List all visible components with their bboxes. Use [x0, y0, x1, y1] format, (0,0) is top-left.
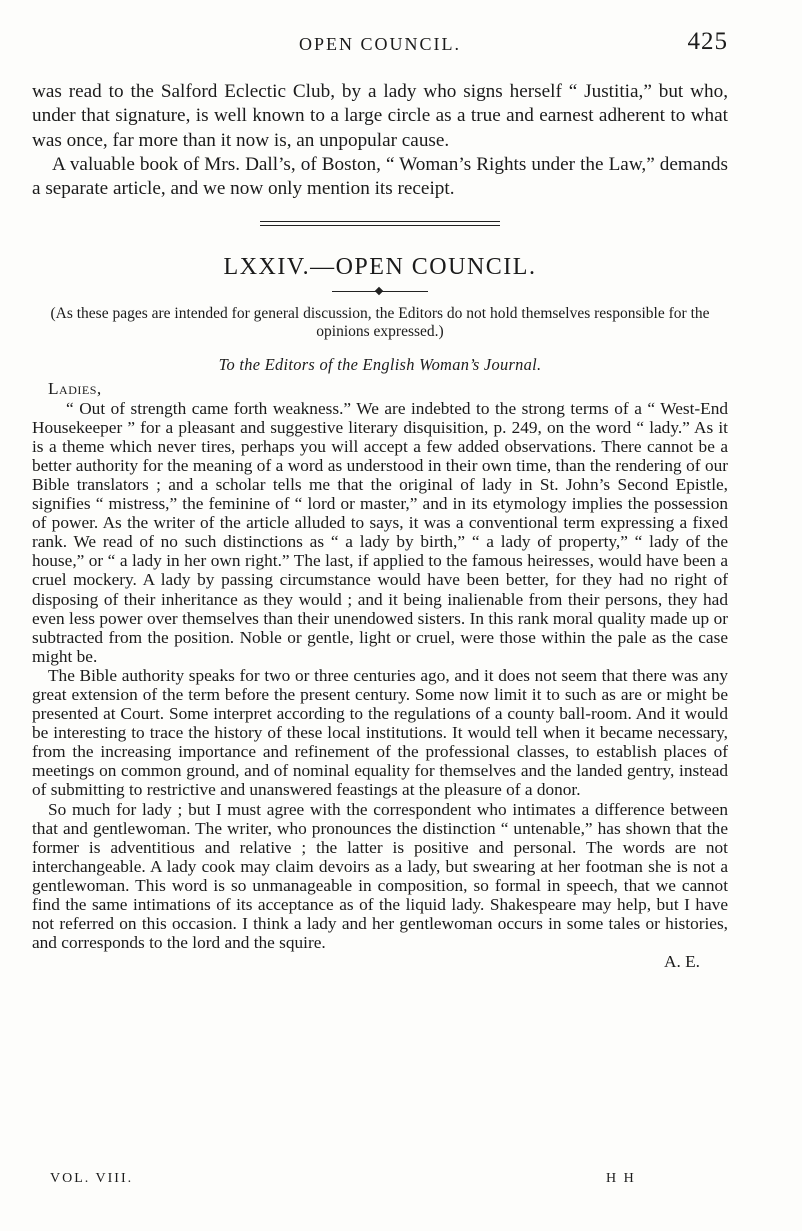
- letter-body: [32, 379, 728, 971]
- letter-address: Ladies,: [48, 379, 102, 399]
- title-ornament: [332, 287, 428, 297]
- diamond-icon: [375, 287, 383, 295]
- signature-mark: H H: [606, 1171, 636, 1186]
- letter-salutation: To the Editors of the English Woman’s Journal.: [218, 355, 542, 375]
- double-rule: [260, 221, 500, 226]
- editorial-disclaimer: (As these pages are intended for general discussion, the Editors do not hold themselves responsible for the opinions expressed.): [50, 305, 710, 341]
- letter-paragraph: So much for lady ; but I must agree with the correspondent who intimates a difference between that and gentlewoman. The writer, who pronounces the distinction “ untenable,” has shown that the former is adventitious and relative ; the latter is positive and personal. The words are not interchangeable. A lady cook may claim devoirs as a lady, but swearing at her footman she is not a gentlewoman. This word is so unmanageable in composition, so formal in speech, that we cannot find the same intimations of its acceptance as of the liquid lady. Shakespeare may help, but I have not referred on this occasion. I think a lady and her gentlewoman occurs in some tales or histories, and corresponds to the lord and the squire.: [32, 799, 728, 953]
- page-number: 425: [687, 28, 728, 55]
- letter-paragraph: “ Out of strength came forth weakness.” We are indebted to the strong terms of a “ West-End Housekeeper ” for a pleasant and suggestive literary disquisition, p. 249, on the word “ lady.” As it is a theme which never tires, perhaps you will accept a few added observations. There cannot be a better authority for the meaning of a word as understood in their own time, than the rendering of our Bible translators ; and a scholar tells me that the original of lady in St. John’s Second Epistle, signifies “ mistress,” the feminine of “ lord or master,” and in its etymology implies the possession of power. As the writer of the article alluded to says, it was a conventional term expressing a fixed rank. We read of no such distinctions as “ a lady by birth,” “ a lady of property,” “ lady of the house,” or “ a lady in her own right.” The last, if applied to the famous heiresses, would have been a cruel mockery. A lady by passing circumstance would have been better, for they had no right of disposing of their inheritance as they would ; and it being inalienable from their persons, they had even less power over themselves than their unendowed sisters. In this rank moral quality made up or subtracted from the position. Noble or gentle, light or cruel, were those within the pale as the case might be.: [32, 398, 728, 666]
- book-page: [32, 28, 728, 1208]
- section-title: LXXIV.—OPEN COUNCIL.: [223, 254, 537, 281]
- intro-paragraph: A valuable book of Mrs. Dall’s, of Boston, “ Woman’s Rights under the Law,” demands a separate article, and we now only mention its receipt.: [32, 153, 728, 200]
- section-divider: [260, 221, 500, 226]
- letter-paragraph: The Bible authority speaks for two or three centuries ago, and it does not seem that there was any great extension of the term before the present century. Some now limit it to such as are or might be presented at Court. Some interpret according to the regulations of a county ball-room. And it would be interesting to trace the history of these local institutions. It would tell when it became necessary, from the increasing importance and refinement of the professional classes, to establish places of meetings on common ground, and of nominal equality for themselves and the landed gentry, instead of submitting to restrictive and unanswered feastings at the pleasure of a donor.: [32, 665, 728, 800]
- page-footer: [32, 1171, 728, 1191]
- intro-text: [32, 80, 728, 201]
- page-header: [32, 28, 728, 68]
- running-head: OPEN COUNCIL.: [298, 34, 461, 54]
- intro-paragraph: was read to the Salford Eclectic Club, by a lady who signs herself “ Justitia,” but who, under that signature, is well known to a large circle as a true and earnest adherent to what was once, far more than it now is, an unpopular cause.: [32, 81, 728, 151]
- volume-label: VOL. VIII.: [50, 1171, 134, 1186]
- letter-signature: A. E.: [664, 952, 700, 972]
